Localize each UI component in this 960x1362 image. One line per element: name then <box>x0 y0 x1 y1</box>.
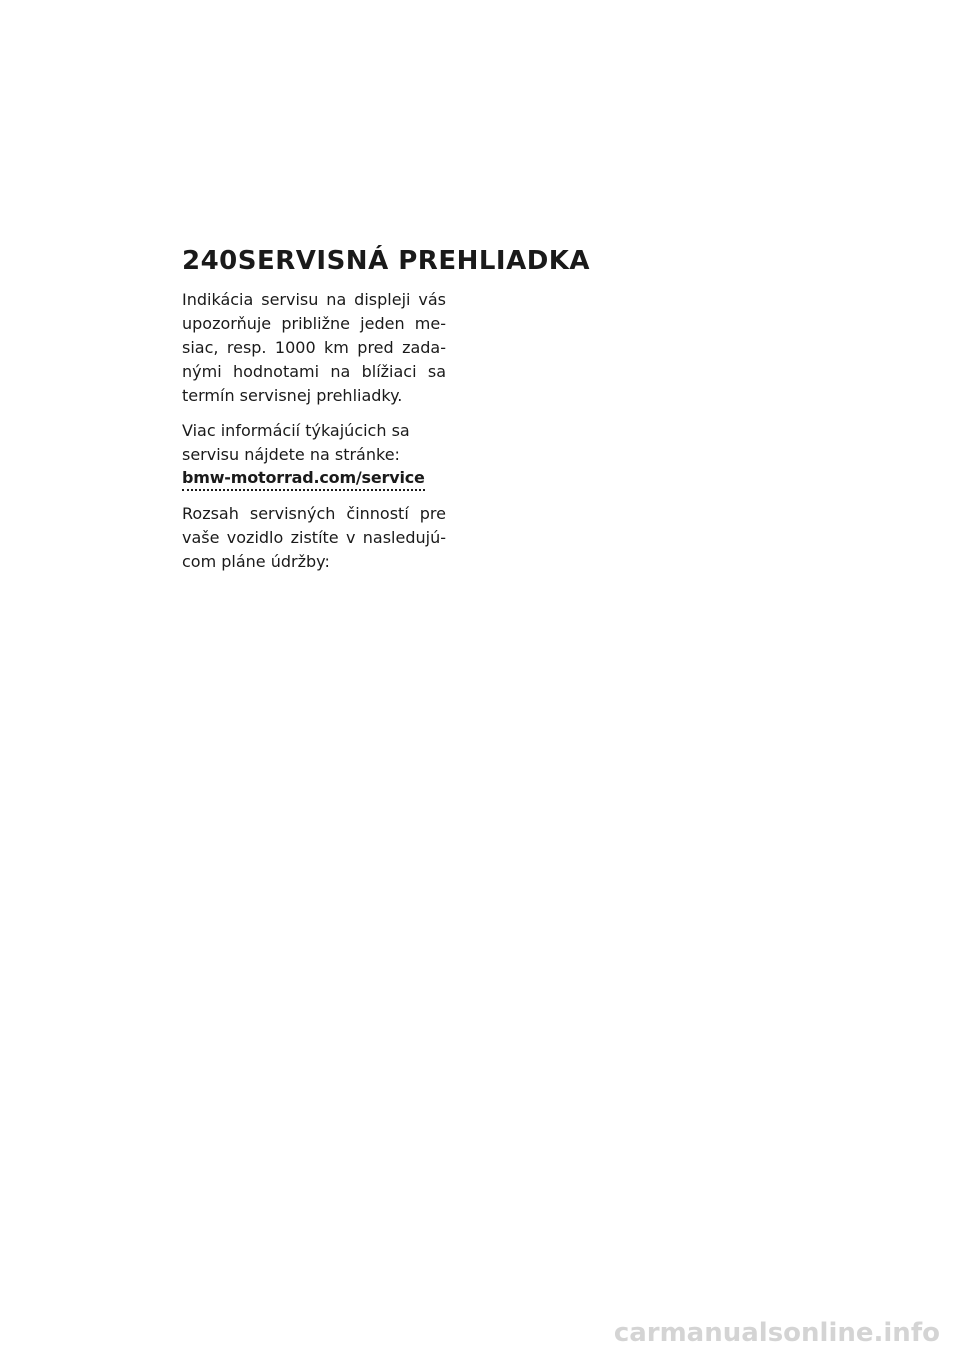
text-line: Indikácia servisu na displeji vás <box>182 290 446 309</box>
text-line: servisu nájdete na stránke: <box>182 445 400 464</box>
text-line: com pláne údržby: <box>182 552 330 571</box>
page-content <box>182 246 591 585</box>
text-line: upozorňuje približne jeden me- <box>182 314 446 333</box>
watermark: carmanualsonline.info <box>613 1318 940 1348</box>
text-line: vaše vozidlo zistíte v nasledujú- <box>182 528 446 547</box>
paragraph-maintenance-scope <box>182 502 462 574</box>
text-line: Viac informácií týkajúcich sa <box>182 421 410 440</box>
section-title: SERVISNÁ PREHLIADKA <box>237 246 591 276</box>
text-line: nými hodnotami na blížiaci sa <box>182 362 446 381</box>
text-line: termín servisnej prehliadky. <box>182 386 403 405</box>
service-website-link[interactable]: bmw-motorrad.com/service <box>182 467 425 491</box>
paragraph-service-indicator <box>182 288 462 408</box>
text-line: siac, resp. 1000 km pred zada- <box>182 338 446 357</box>
page-number: 240 <box>182 246 238 276</box>
paragraph-more-info <box>182 419 462 491</box>
section-heading <box>182 246 591 276</box>
text-line: Rozsah servisných činností pre <box>182 504 446 523</box>
